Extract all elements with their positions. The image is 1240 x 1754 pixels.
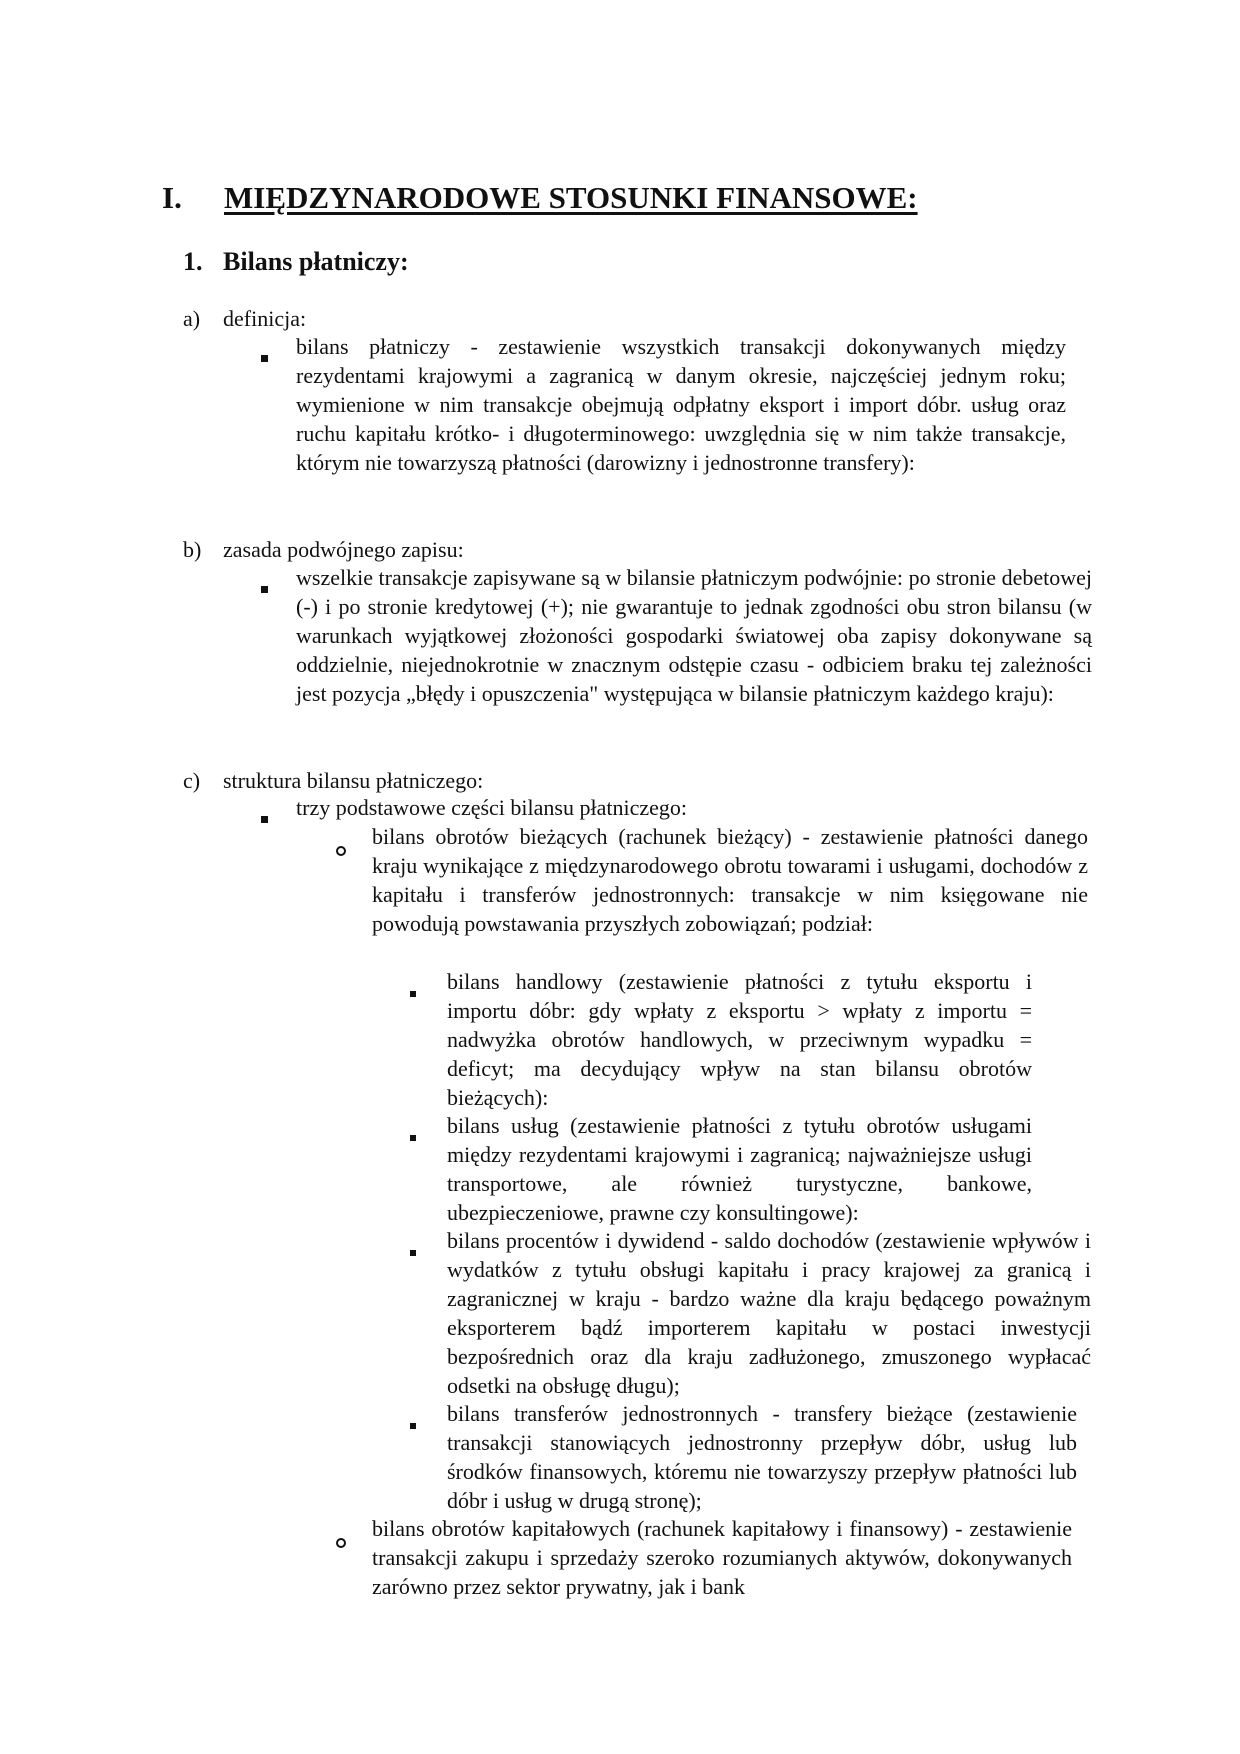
section-heading [183, 244, 409, 280]
double-entry-paragraph: wszelkie transakcje zapisywane są w bilansie płatniczym podwójnie: po stronie debetowej (-) i po stronie kredytowej (+); nie gwarantuje to jednak zgodności obu stron bilansu (w warunkach wyjątkowej złożoności gospodarki światowej oba zapisy dokonywane są oddzielnie, niejednokrotnie w znacznym odstępie czasu - odbiciem braku tej zależności jest pozycja „błędy i opuszczenia" występująca w bilansie płatniczym każdego kraju): [296, 565, 1092, 706]
subsection-c-heading [183, 766, 483, 795]
trade-balance-item: bilans handlowy (zestawienie płatności z tytułu eksportu i importu dóbr: gdy wpłaty z eksportu > wpłaty z importu = nadwyżka obrotów handlowych, w przeciwnym wypadku = deficyt; ma decydujący wpływ na stan bilansu obrotów bieżących): [447, 969, 1032, 1110]
definition-paragraph: bilans płatniczy - zestawienie wszystkich transakcji dokonywanych między rezydentami krajowymi a zagranicą w danym okresie, najczęściej jednym roku; wymienione w nim transakcje obejmują odpłatny eksport i import dóbr. usług oraz ruchu kapitału krótko- i długoterminowego: uwzględnia się w nim także transakcje, którym nie towarzyszą płatności (darowizny i jednostronne transfery): [296, 334, 1066, 475]
services-balance-item: bilans usług (zestawienie płatności z tytułu obrotów usługami między rezydentami krajowymi i zagranicą; najważniejsze usługi transportowe, ale również turystyczne, bankowe, ubezpieczeniowe, prawne czy konsultingowe): [447, 1113, 1032, 1225]
square-bullet-icon [410, 1234, 416, 1263]
capital-account-paragraph: bilans obrotów kapitałowych (rachunek kapitałowy i finansowy) - zestawienie transakcji zakupu i sprzedaży szeroko rozumianych aktywów, dokonywanych zarówno przez sektor prywatny, jak i bank [372, 1516, 1072, 1599]
transfers-balance-item: bilans transferów jednostronnych - transfery bieżące (zestawienie transakcji stanowiących jednostronny przepływ dóbr, usług lub środków finansowych, któremu nie towarzyszy przepływ płatności lub dóbr i usług w drugą stronę); [447, 1401, 1077, 1513]
subsection-a-heading [183, 304, 306, 333]
circle-bullet-icon [336, 834, 346, 863]
subsection-c-title: struktura bilansu płatniczego: [223, 768, 484, 793]
subsection-a-title: definicja: [223, 306, 307, 331]
chapter-number: I. [162, 180, 182, 215]
income-balance-item: bilans procentów i dywidend - saldo dochodów (zestawienie wpływów i wydatków z tytułu obsługi kapitału i pracy krajowej za granicą i zagranicznej w kraju - bardzo ważne dla kraju będącego poważnym eksporterem bądź importerem kapitału w postaci inwestycji bezpośrednich oraz dla kraju zadłużonego, zmuszonego wypłacać odsetki na obsługę długu); [447, 1228, 1091, 1398]
subsection-b-heading [183, 535, 464, 564]
structure-bullet: trzy podstawowe części bilansu płatniczego: [296, 795, 687, 820]
subsection-a-letter: a) [183, 306, 201, 331]
square-bullet-icon [261, 340, 268, 369]
square-bullet-icon [410, 975, 416, 1004]
subsection-b-title: zasada podwójnego zapisu: [223, 537, 464, 562]
chapter-title: MIĘDZYNARODOWE STOSUNKI FINANSOWE: [224, 180, 918, 215]
subsection-c-letter: c) [183, 768, 201, 793]
square-bullet-icon [410, 1407, 416, 1436]
section-title: Bilans płatniczy: [223, 247, 409, 276]
chapter-heading [162, 178, 918, 218]
section-number: 1. [183, 247, 203, 276]
circle-bullet-icon [336, 1526, 346, 1555]
subsection-b-letter: b) [183, 537, 202, 562]
square-bullet-icon [261, 801, 268, 830]
current-account-paragraph: bilans obrotów bieżących (rachunek bieżący) - zestawienie płatności danego kraju wynikające z międzynarodowego obrotu towarami i usługami, dochodów z kapitału i transferów jednostronnych: transakcje w nim księgowane nie powodują powstawania przyszłych zobowiązań; podział: [372, 824, 1088, 936]
square-bullet-icon [410, 1119, 416, 1148]
square-bullet-icon [261, 571, 268, 600]
